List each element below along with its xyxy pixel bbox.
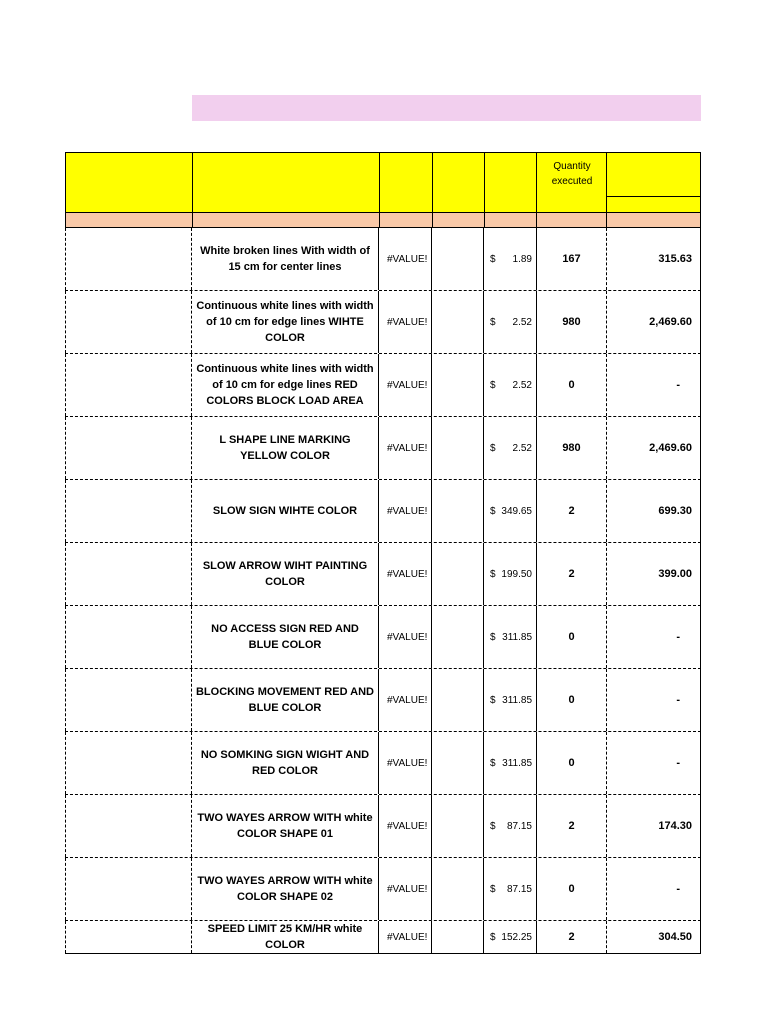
cell-description[interactable]: SPEED LIMIT 25 KM/HR white COLOR bbox=[192, 921, 379, 953]
currency-symbol: $ bbox=[490, 694, 496, 706]
currency-symbol: $ bbox=[490, 820, 496, 832]
cell-quantity[interactable]: 2 bbox=[537, 795, 607, 857]
cell-value[interactable]: #VALUE! bbox=[379, 417, 432, 479]
cell-price[interactable] bbox=[484, 858, 537, 920]
cell-description[interactable]: White broken lines With width of 15 cm for center lines bbox=[192, 228, 379, 290]
cell-empty[interactable] bbox=[432, 732, 484, 794]
table-row bbox=[65, 669, 701, 732]
cell-amount[interactable]: 315.63 bbox=[607, 228, 701, 290]
price-value: 2.52 bbox=[512, 316, 532, 328]
cell-amount[interactable]: - bbox=[607, 858, 701, 920]
currency-symbol: $ bbox=[490, 757, 496, 769]
cell-item[interactable] bbox=[65, 480, 192, 542]
cell-amount[interactable]: 399.00 bbox=[607, 543, 701, 605]
cell-price[interactable] bbox=[484, 732, 537, 794]
price-value: 1.89 bbox=[512, 253, 532, 265]
cell-amount[interactable]: 699.30 bbox=[607, 480, 701, 542]
currency-symbol: $ bbox=[490, 379, 496, 391]
cell-amount[interactable]: - bbox=[607, 669, 701, 731]
cell-quantity[interactable]: 980 bbox=[537, 417, 607, 479]
cell-item[interactable] bbox=[65, 795, 192, 857]
table-header bbox=[65, 152, 701, 213]
cell-value[interactable]: #VALUE! bbox=[379, 543, 432, 605]
currency-symbol: $ bbox=[490, 505, 496, 517]
price-value: 2.52 bbox=[512, 442, 532, 454]
cell-empty[interactable] bbox=[432, 606, 484, 668]
cell-item[interactable] bbox=[65, 417, 192, 479]
cell-item[interactable] bbox=[65, 543, 192, 605]
currency-symbol: $ bbox=[490, 568, 496, 580]
currency-symbol: $ bbox=[490, 316, 496, 328]
table-row bbox=[65, 480, 701, 543]
cell-quantity[interactable]: 2 bbox=[537, 543, 607, 605]
cell-price[interactable] bbox=[484, 354, 537, 416]
cell-value[interactable]: #VALUE! bbox=[379, 732, 432, 794]
header-subrow bbox=[65, 213, 701, 228]
table-row bbox=[65, 417, 701, 480]
cell-item[interactable] bbox=[65, 669, 192, 731]
table-row bbox=[65, 795, 701, 858]
table-row bbox=[65, 732, 701, 795]
cell-quantity[interactable]: 167 bbox=[537, 228, 607, 290]
cell-value[interactable]: #VALUE! bbox=[379, 669, 432, 731]
cell-quantity[interactable]: 0 bbox=[537, 732, 607, 794]
table-row bbox=[65, 606, 701, 669]
cell-value[interactable]: #VALUE! bbox=[379, 858, 432, 920]
currency-symbol: $ bbox=[490, 883, 496, 895]
cell-amount[interactable]: 2,469.60 bbox=[607, 291, 701, 353]
table-row bbox=[65, 858, 701, 921]
cell-price[interactable] bbox=[484, 291, 537, 353]
cell-description[interactable]: SLOW SIGN WIHTE COLOR bbox=[192, 480, 379, 542]
currency-symbol: $ bbox=[490, 931, 496, 943]
table-row bbox=[65, 543, 701, 606]
price-value: 152.25 bbox=[501, 931, 532, 943]
cell-price[interactable] bbox=[484, 417, 537, 479]
cell-empty[interactable] bbox=[432, 921, 484, 953]
price-value: 349.65 bbox=[501, 505, 532, 517]
cell-empty[interactable] bbox=[432, 543, 484, 605]
cell-amount[interactable]: - bbox=[607, 732, 701, 794]
cell-quantity[interactable]: 0 bbox=[537, 354, 607, 416]
cell-price[interactable] bbox=[484, 543, 537, 605]
cell-value[interactable]: #VALUE! bbox=[379, 795, 432, 857]
cell-item[interactable] bbox=[65, 291, 192, 353]
cell-description[interactable]: L SHAPE LINE MARKING YELLOW COLOR bbox=[192, 417, 379, 479]
cell-amount[interactable]: 174.30 bbox=[607, 795, 701, 857]
cell-quantity[interactable]: 2 bbox=[537, 480, 607, 542]
cell-description[interactable]: NO ACCESS SIGN RED AND BLUE COLOR bbox=[192, 606, 379, 668]
cell-empty[interactable] bbox=[432, 354, 484, 416]
currency-symbol: $ bbox=[490, 631, 496, 643]
title-bar bbox=[192, 95, 701, 121]
cell-item[interactable] bbox=[65, 228, 192, 290]
currency-symbol: $ bbox=[490, 253, 496, 265]
cell-price[interactable] bbox=[484, 480, 537, 542]
cell-amount[interactable]: - bbox=[607, 354, 701, 416]
cell-description[interactable]: NO SOMKING SIGN WIGHT AND RED COLOR bbox=[192, 732, 379, 794]
cell-value[interactable]: #VALUE! bbox=[379, 228, 432, 290]
cell-description[interactable]: BLOCKING MOVEMENT RED AND BLUE COLOR bbox=[192, 669, 379, 731]
cell-description[interactable]: TWO WAYES ARROW WITH white COLOR SHAPE 02 bbox=[192, 858, 379, 920]
cell-price[interactable] bbox=[484, 921, 537, 953]
cell-quantity[interactable]: 0 bbox=[537, 669, 607, 731]
cell-price[interactable] bbox=[484, 669, 537, 731]
cell-value[interactable]: #VALUE! bbox=[379, 921, 432, 953]
cell-amount[interactable]: 2,469.60 bbox=[607, 417, 701, 479]
cell-item[interactable] bbox=[65, 354, 192, 416]
cell-empty[interactable] bbox=[432, 858, 484, 920]
cell-item[interactable] bbox=[65, 858, 192, 920]
table-row bbox=[65, 354, 701, 417]
cell-price[interactable] bbox=[484, 228, 537, 290]
price-value: 311.85 bbox=[502, 757, 532, 769]
cell-value[interactable]: #VALUE! bbox=[379, 606, 432, 668]
cell-price[interactable] bbox=[484, 795, 537, 857]
price-value: 311.85 bbox=[502, 631, 532, 643]
cell-empty[interactable] bbox=[432, 480, 484, 542]
cell-item[interactable] bbox=[65, 921, 192, 953]
price-value: 87.15 bbox=[506, 883, 532, 895]
cell-empty[interactable] bbox=[432, 795, 484, 857]
cell-price[interactable] bbox=[484, 606, 537, 668]
cell-empty[interactable] bbox=[432, 669, 484, 731]
header-cell-quantity-executed[interactable] bbox=[66, 153, 607, 212]
cell-quantity[interactable]: 0 bbox=[537, 858, 607, 920]
cell-quantity[interactable]: 980 bbox=[537, 291, 607, 353]
quantity-executed-label: Quantity executed bbox=[551, 161, 593, 187]
currency-symbol: $ bbox=[490, 442, 496, 454]
cell-empty[interactable] bbox=[432, 228, 484, 290]
price-value: 2.52 bbox=[512, 379, 532, 391]
cell-value[interactable]: #VALUE! bbox=[379, 354, 432, 416]
cell-description[interactable]: Continuous white lines with width of 10 cm for edge lines RED COLORS BLOCK LOAD AREA bbox=[192, 354, 379, 416]
price-value: 311.85 bbox=[502, 694, 532, 706]
cell-amount[interactable]: 304.50 bbox=[607, 921, 701, 953]
price-value: 87.15 bbox=[506, 820, 532, 832]
cell-quantity[interactable]: 2 bbox=[537, 921, 607, 953]
table-row bbox=[65, 291, 701, 354]
cell-description[interactable]: SLOW ARROW WIHT PAINTING COLOR bbox=[192, 543, 379, 605]
header-cell-amount[interactable] bbox=[607, 196, 700, 212]
cell-description[interactable]: TWO WAYES ARROW WITH white COLOR SHAPE 01 bbox=[192, 795, 379, 857]
table-row bbox=[65, 921, 701, 954]
table-row bbox=[65, 228, 701, 291]
cell-value[interactable]: #VALUE! bbox=[379, 480, 432, 542]
cell-amount[interactable]: - bbox=[607, 606, 701, 668]
cell-item[interactable] bbox=[65, 606, 192, 668]
price-value: 199.50 bbox=[501, 568, 532, 580]
cell-empty[interactable] bbox=[432, 291, 484, 353]
cell-description[interactable]: Continuous white lines with width of 10 cm for edge lines WIHTE COLOR bbox=[192, 291, 379, 353]
cell-quantity[interactable]: 0 bbox=[537, 606, 607, 668]
cell-value[interactable]: #VALUE! bbox=[379, 291, 432, 353]
cell-empty[interactable] bbox=[432, 417, 484, 479]
cell-item[interactable] bbox=[65, 732, 192, 794]
